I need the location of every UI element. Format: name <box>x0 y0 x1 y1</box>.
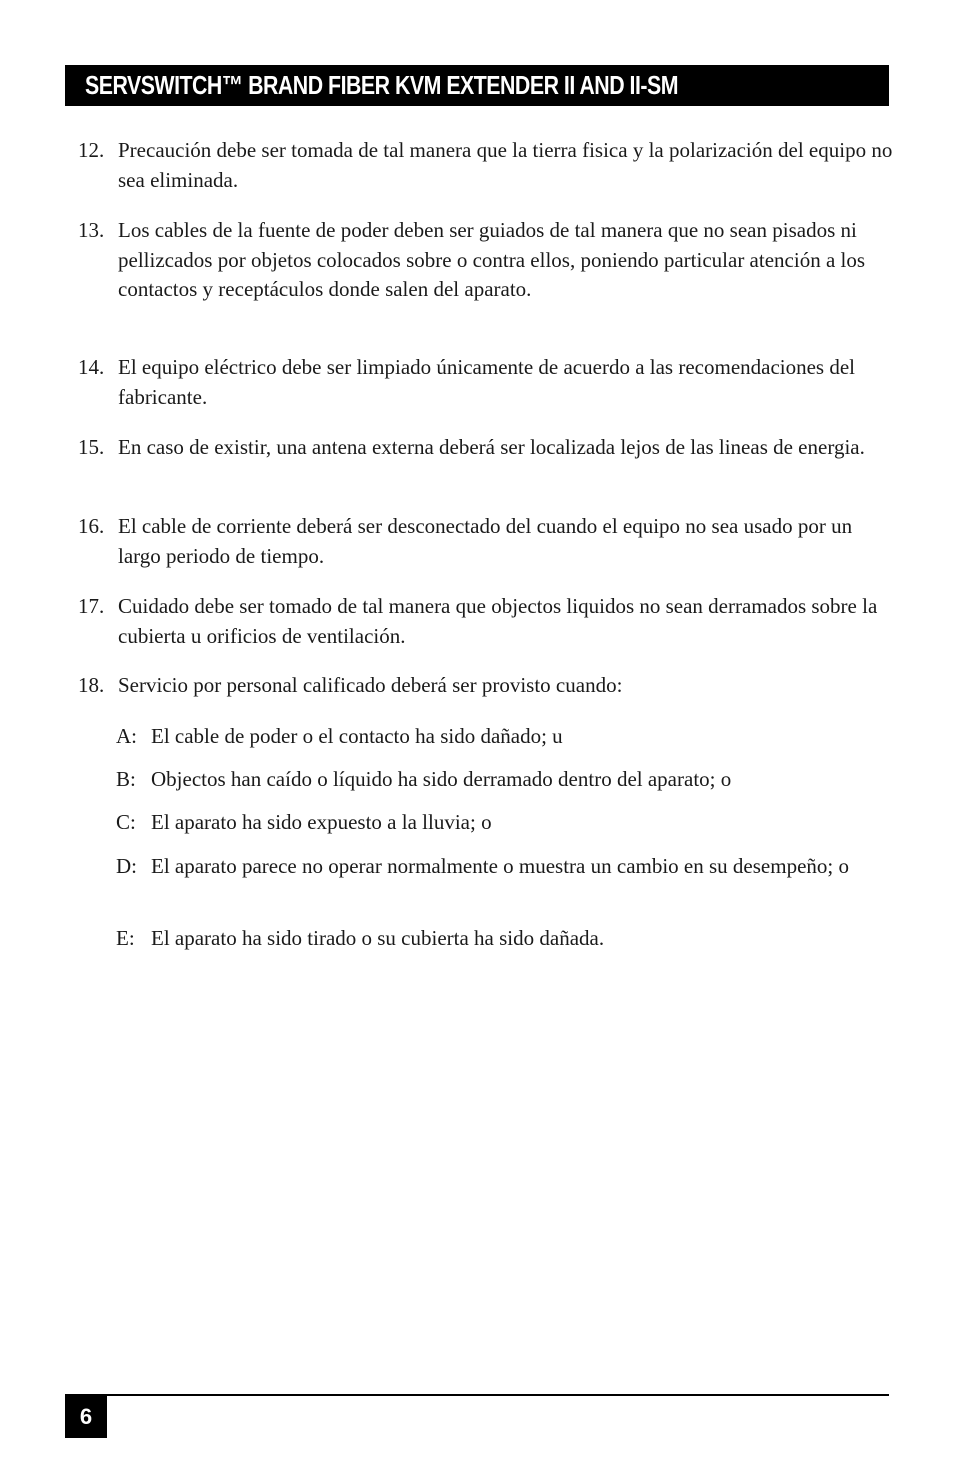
sub-list-item-letter: E: <box>116 926 135 950</box>
sub-list-item-text: El aparato parece no operar normalmente o muestra un cambio en su desempeño; o <box>151 854 849 878</box>
list-item-text: El cable de corriente deberá ser desconectado del cuando el equipo no sea usado por un largo periodo de tiempo. <box>118 514 853 568</box>
list-item-number: 16. <box>78 514 105 538</box>
sub-list-item-letter: D: <box>116 854 137 878</box>
list-item-number: 14. <box>78 355 105 379</box>
list-item-number: 15. <box>78 435 105 459</box>
list-item-number: 13. <box>78 218 105 242</box>
list-item-number: 18. <box>78 673 105 697</box>
list-item-text: Cuidado debe ser tomado de tal manera que objectos liquidos no sean derramados sobre la cubierta u orificios de ventilación. <box>118 594 878 648</box>
page-number: 6 <box>65 1396 107 1438</box>
list-item-text: Precaución debe ser tomada de tal manera que la tierra fisica y la polarización del equipo no sea eliminada. <box>118 138 893 192</box>
running-header <box>65 65 889 106</box>
list-item-text: Los cables de la fuente de poder deben ser guiados de tal manera que no sean pisados ni pellizcados por objetos colocados sobre o contra ellos, poniendo particular atención a los contactos y receptáculos donde salen del aparato. <box>118 218 866 301</box>
list-item-text: En caso de existir, una antena externa deberá ser localizada lejos de las lineas de energia. <box>118 435 865 459</box>
sub-list-item-text: Objectos han caído o líquido ha sido derramado dentro del aparato; o <box>151 767 732 791</box>
footer-rule <box>65 1394 889 1396</box>
sub-list-item-letter: B: <box>116 767 136 791</box>
list-item-number: 17. <box>78 594 105 618</box>
list-item-number: 12. <box>78 138 105 162</box>
sub-list-item-letter: A: <box>116 724 137 748</box>
sub-list-item-text: El aparato ha sido expuesto a la lluvia; o <box>151 810 492 834</box>
sub-list-item-text: El aparato ha sido tirado o su cubierta ha sido dañada. <box>151 926 605 950</box>
sub-list-item-text: El cable de poder o el contacto ha sido dañado; u <box>151 724 563 748</box>
list-item-text: El equipo eléctrico debe ser limpiado únicamente de acuerdo a las recomendaciones del fabricante. <box>118 355 856 409</box>
list-item-text: Servicio por personal calificado deberá ser provisto cuando: <box>118 673 623 697</box>
header-title: SERVSWITCH™ BRAND FIBER KVM EXTENDER II AND II-SM <box>85 70 679 100</box>
sub-list-item-letter: C: <box>116 810 136 834</box>
